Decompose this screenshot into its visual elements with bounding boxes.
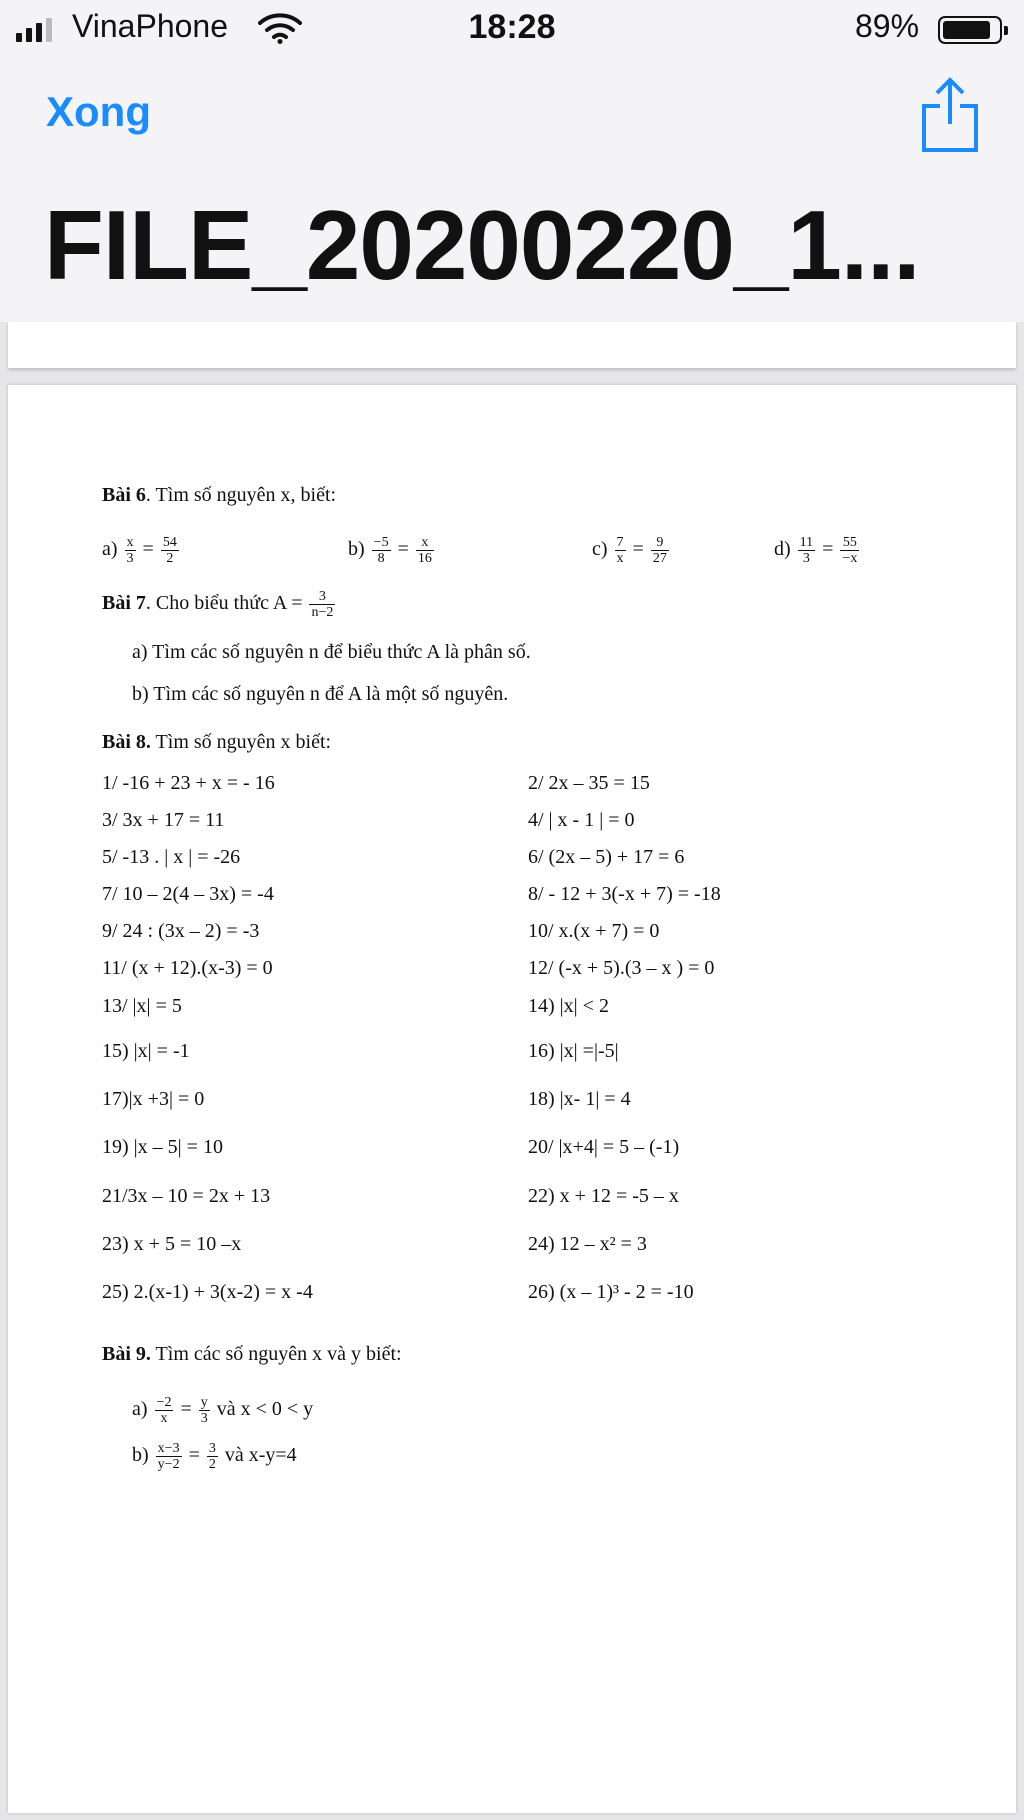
bai7-item-b: b) Tìm các số nguyên n để A là một số nguyên. (132, 683, 509, 705)
pdf-page[interactable] (8, 385, 1016, 1813)
carrier-name: VinaPhone (72, 8, 228, 44)
previous-page (8, 322, 1016, 368)
bai8-equation: 2/ 2x – 35 = 15 (528, 772, 650, 794)
top-bar (0, 0, 1024, 322)
battery-fill (943, 21, 990, 39)
bai6-heading: Bài 6. Tìm số nguyên x, biết: (102, 484, 337, 506)
bai9-heading: Bài 9. Tìm các số nguyên x và y biết: (102, 1343, 402, 1365)
bai8-heading: Bài 8. Tìm số nguyên x biết: (102, 731, 332, 753)
bai8-equation: 7/ 10 – 2(4 – 3x) = -4 (102, 883, 274, 905)
bai6-item-b: b) $\frac{-5}{8}$ = $\frac{x}{16}$ (348, 535, 432, 566)
share-icon[interactable] (920, 76, 980, 156)
battery-percentage: 89% (855, 8, 920, 44)
bai6-item-a: a) $\frac{x}{3}$ = $\frac{54}{2}$ (102, 535, 177, 566)
bai9-item-a: a) $\frac{-2}{x}$ = $\frac{y}{3}$ và x < 0 < y (132, 1395, 314, 1426)
bai8-equation: 20/ |x+4| = 5 – (-1) (528, 1136, 680, 1158)
bai8-equation: 8/ - 12 + 3(-x + 7) = -18 (528, 883, 721, 905)
done-button[interactable]: Xong (46, 88, 151, 135)
bai8-equation: 26) (x – 1)³ - 2 = -10 (528, 1281, 694, 1303)
bai8-equation: 14) |x| < 2 (528, 995, 609, 1017)
bai8-equation: 24) 12 – x² = 3 (528, 1233, 647, 1255)
bai8-equation: 16) |x| =|-5| (528, 1040, 619, 1062)
bai8-equation: 22) x + 12 = -5 – x (528, 1185, 679, 1207)
bai8-equation: 15) |x| = -1 (102, 1040, 190, 1062)
document-title: FILE_20200220_1... (44, 190, 920, 300)
bai8-equation: 5/ -13 . | x | = -26 (102, 846, 241, 868)
status-bar (0, 0, 1024, 58)
bai8-equation: 4/ | x - 1 | = 0 (528, 809, 635, 831)
bai7-item-a: a) Tìm các số nguyên n để biểu thức A là phân số. (132, 641, 531, 663)
bai7-heading: Bài 7. Cho biểu thức A = $\frac{3}{n-2}$ (102, 589, 334, 620)
bai8-equation: 12/ (-x + 5).(3 – x ) = 0 (528, 957, 715, 979)
bai8-equation: 6/ (2x – 5) + 17 = 6 (528, 846, 685, 868)
bai8-equation: 18) |x- 1| = 4 (528, 1088, 631, 1110)
bai8-equation: 17)|x +3| = 0 (102, 1088, 205, 1110)
bai8-equation: 13/ |x| = 5 (102, 995, 182, 1017)
bai8-equation: 1/ -16 + 23 + x = - 16 (102, 772, 275, 794)
battery-icon (938, 16, 1002, 44)
bai8-equation: 21/3x – 10 = 2x + 13 (102, 1185, 271, 1207)
bai8-equation: 9/ 24 : (3x – 2) = -3 (102, 920, 260, 942)
bai8-equation: 25) 2.(x-1) + 3(x-2) = x -4 (102, 1281, 313, 1303)
bai8-equation: 11/ (x + 12).(x-3) = 0 (102, 957, 273, 979)
bai8-equation: 3/ 3x + 17 = 11 (102, 809, 225, 831)
document-content (8, 385, 1016, 1813)
bai6-item-d: d) $\frac{11}{3}$ = $\frac{55}{-x}$ (774, 535, 858, 566)
bai8-equation: 10/ x.(x + 7) = 0 (528, 920, 660, 942)
bai8-equation: 23) x + 5 = 10 –x (102, 1233, 242, 1255)
bai8-equation: 19) |x – 5| = 10 (102, 1136, 223, 1158)
status-time: 18:28 (468, 8, 556, 46)
bai6-item-c: c) $\frac{7}{x}$ = $\frac{9}{27}$ (592, 535, 667, 566)
bai9-item-b: b) $\frac{x-3}{y-2}$ = $\frac{3}{2}$ và x-y=4 (132, 1441, 297, 1472)
